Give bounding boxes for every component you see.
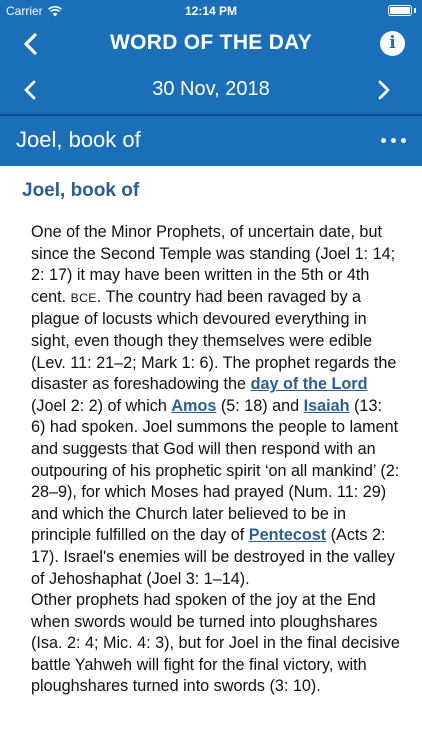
current-date: 30 Nov, 2018 <box>152 78 270 100</box>
link-isaiah[interactable]: Isaiah <box>303 396 350 415</box>
text-span: (Acts 2: 17). Israel's enemies will be destroyed in the valley of Jehoshaphat (Joel 3: 1–14). <box>31 526 395 588</box>
status-bar <box>0 0 422 22</box>
text-span: . The country had been ravaged by a plague of locusts which devoured everything in sight, even though they themselves were edible (Lev. 11: 21–2; Mark 1: 6). The prophet regards the disaster as foreshadowing the <box>31 287 397 394</box>
dot <box>381 138 386 143</box>
next-date-button[interactable] <box>370 77 396 103</box>
text-span: (Joel 2: 2) of which <box>31 396 172 415</box>
app-header <box>0 0 422 166</box>
link-day-of-the-lord[interactable]: day of the Lord <box>250 375 368 394</box>
article-paragraph <box>31 222 400 590</box>
carrier-label: Carrier <box>6 4 43 18</box>
date-navigator <box>0 66 422 114</box>
battery-icon <box>388 5 412 16</box>
text-span: One of the Minor Prophets, of uncertain date, but since the Second Temple was standing (Joel 1: 14; 2: 17) it may have been written in the 5th or 4th cent. <box>31 223 396 306</box>
entry-bar <box>0 116 422 166</box>
status-time: 12:14 PM <box>184 4 238 18</box>
article-body <box>22 222 400 698</box>
page-title: WORD OF THE DAY <box>109 31 313 54</box>
battery-tip <box>414 8 416 13</box>
article-content <box>0 166 422 698</box>
nav-bar <box>0 22 422 66</box>
info-icon[interactable]: i <box>380 31 405 56</box>
entry-title: Joel, book of <box>16 127 141 152</box>
era-label: BCE <box>70 290 97 305</box>
text-span: (13: 6) had spoken. Joel summons the people to lament and suggests that God will then respond with an outpouring of his prophetic spirit ‘on all mankind’ (2: 28–9), for which Moses had prayed (Num. 11: 29) and which the Church later believed to be in principle fulfilled on the day of <box>31 396 400 545</box>
article-paragraph: Other prophets had spoken of the joy at the End when swords would be turned into ploughshares (Isa. 2: 4; Mic. 4: 3), but for Joel in the final decisive battle Yahweh will fight for the final victory, with ploughshares turned into swords (3: 10). <box>31 591 400 696</box>
battery-fill <box>390 7 410 14</box>
dot <box>401 138 406 143</box>
text-span: (5: 18) and <box>216 396 304 415</box>
article-heading: Joel, book of <box>22 180 140 201</box>
ellipsis-icon[interactable] <box>381 138 406 143</box>
link-pentecost[interactable]: Pentecost <box>248 526 327 545</box>
battery-indicator <box>388 5 416 16</box>
link-amos[interactable]: Amos <box>171 396 217 415</box>
dot <box>391 138 396 143</box>
